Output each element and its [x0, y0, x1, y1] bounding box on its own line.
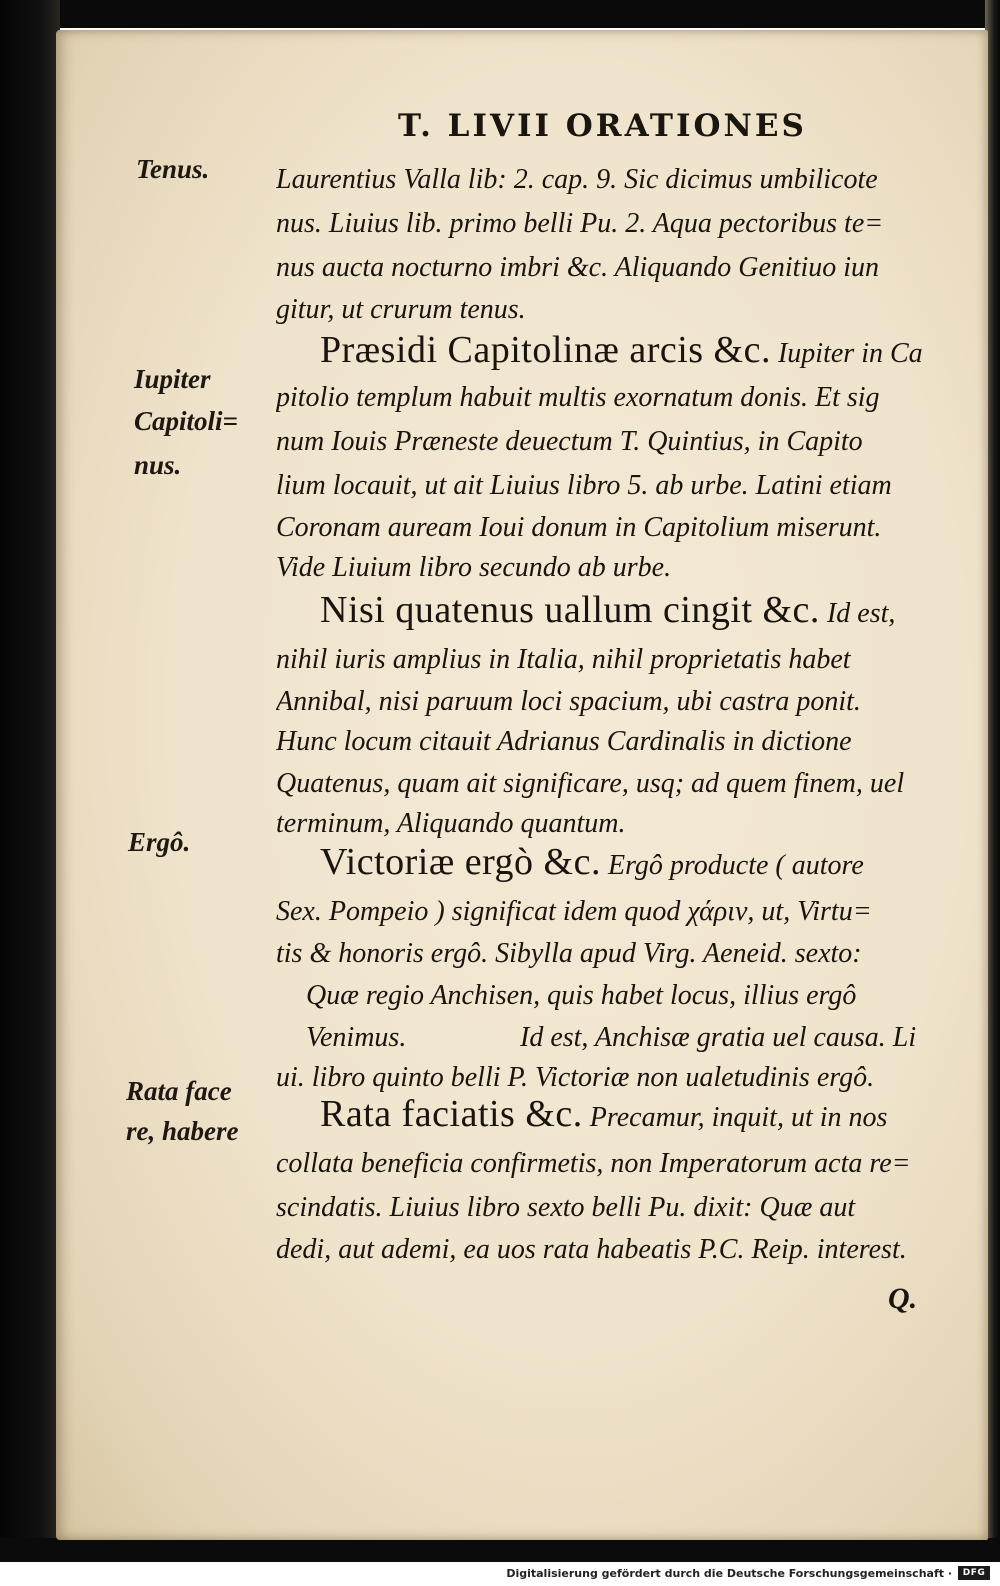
text-line-21b: Id est, Anchisæ gratia uel causa. Li: [520, 1022, 917, 1053]
margin-note-nus: nus.: [134, 450, 182, 480]
text-line-17: [320, 842, 1000, 886]
text-line-4: gitur, ut crurum tenus.: [276, 294, 526, 325]
text-line-8: lium locauit, ut ait Liuius libro 5. ab urbe. Latini etiam: [276, 470, 892, 501]
book-edge-top: [0, 0, 1000, 28]
text-line-19: tis & honoris ergô. Sibylla apud Virg. Aeneid. sexto:: [276, 938, 862, 969]
margin-note-habere: re, habere: [126, 1116, 239, 1146]
lemma-praesidi: Præsidi Capitolinæ arcis &c.: [320, 330, 771, 371]
text-line-2: nus. Liuius lib. primo belli Pu. 2. Aqua pectoribus te=: [276, 208, 884, 239]
margin-note-ergo: Ergô.: [128, 827, 191, 857]
text-line-12: nihil iuris amplius in Italia, nihil proprietatis habet: [276, 644, 851, 675]
lemma-victoriae-ergo: Victoriæ ergò &c.: [320, 842, 601, 883]
text-line-3: nus aucta nocturno imbri &c. Aliquando Genitiuo iun: [276, 252, 880, 283]
text-line-20: Quæ regio Anchisen, quis habet locus, illius ergô: [306, 980, 857, 1011]
text-line-13: Annibal, nisi paruum loci spacium, ubi castra ponit.: [276, 686, 861, 717]
text-line-5-rest: Iupiter in Ca: [770, 338, 923, 369]
book-edge-left: [0, 0, 60, 1560]
text-line-6: pitolio templum habuit multis exornatum donis. Et sig: [276, 382, 880, 413]
margin-note-capitoli: Capitoli=: [134, 406, 238, 436]
text-line-26: dedi, aut ademi, ea uos rata habeatis P.C. Reip. interest.: [276, 1234, 907, 1265]
text-line-25: scindatis. Liuius libro sexto belli Pu. dixit: Quæ aut: [276, 1192, 856, 1223]
margin-note-iupiter: Iupiter: [134, 364, 211, 394]
text-line-14: Hunc locum citauit Adrianus Cardinalis in dictione: [276, 726, 852, 757]
text-line-1: Laurentius Valla lib: 2. cap. 9. Sic dicimus umbilicote: [276, 164, 878, 195]
lemma-nisi-quatenus: Nisi quatenus uallum cingit &c.: [320, 590, 820, 631]
text-line-5: [320, 330, 1000, 374]
text-line-22: ui. libro quinto belli P. Victoriæ non ualetudinis ergô.: [276, 1062, 875, 1093]
margin-note-tenus: Tenus.: [136, 154, 210, 184]
text-line-24: collata beneficia confirmetis, non Imperatorum acta re=: [276, 1148, 911, 1179]
text-line-10: Vide Liuium libro secundo ab urbe.: [276, 552, 672, 583]
text-line-7: num Iouis Præneste deuectum T. Quintius, in Capito: [276, 426, 863, 457]
text-line-18: Sex. Pompeio ) significat idem quod χάριν, ut, Virtu=: [276, 896, 872, 927]
margin-note-rata-facere: Rata face: [126, 1076, 232, 1106]
text-line-23-rest: Precamur, inquit, ut in nos: [582, 1102, 888, 1133]
text-line-15: Quatenus, quam ait significare, usq; ad quem finem, uel: [276, 768, 905, 799]
footer-credit: Digitalisierung gefördert durch die Deutsche Forschungsgemeinschaft ·: [506, 1567, 952, 1580]
text-line-21a: Venimus.: [306, 1022, 407, 1053]
dfg-logo: DFG: [958, 1566, 990, 1580]
text-line-23: [320, 1094, 1000, 1138]
text-line-17-rest: Ergô producte ( autore: [600, 850, 864, 881]
lemma-rata-faciatis: Rata faciatis &c.: [320, 1094, 583, 1135]
running-head: T. LIVII ORATIONES: [398, 108, 807, 144]
text-line-9: Coronam auream Ioui donum in Capitolium miserunt.: [276, 512, 882, 543]
text-line-11-rest: Id est,: [819, 598, 896, 629]
book-edge-bottom: [0, 1538, 1000, 1562]
catchword: Q.: [888, 1282, 918, 1315]
text-line-11: [320, 590, 1000, 634]
text-line-16: terminum, Aliquando quantum.: [276, 808, 626, 839]
